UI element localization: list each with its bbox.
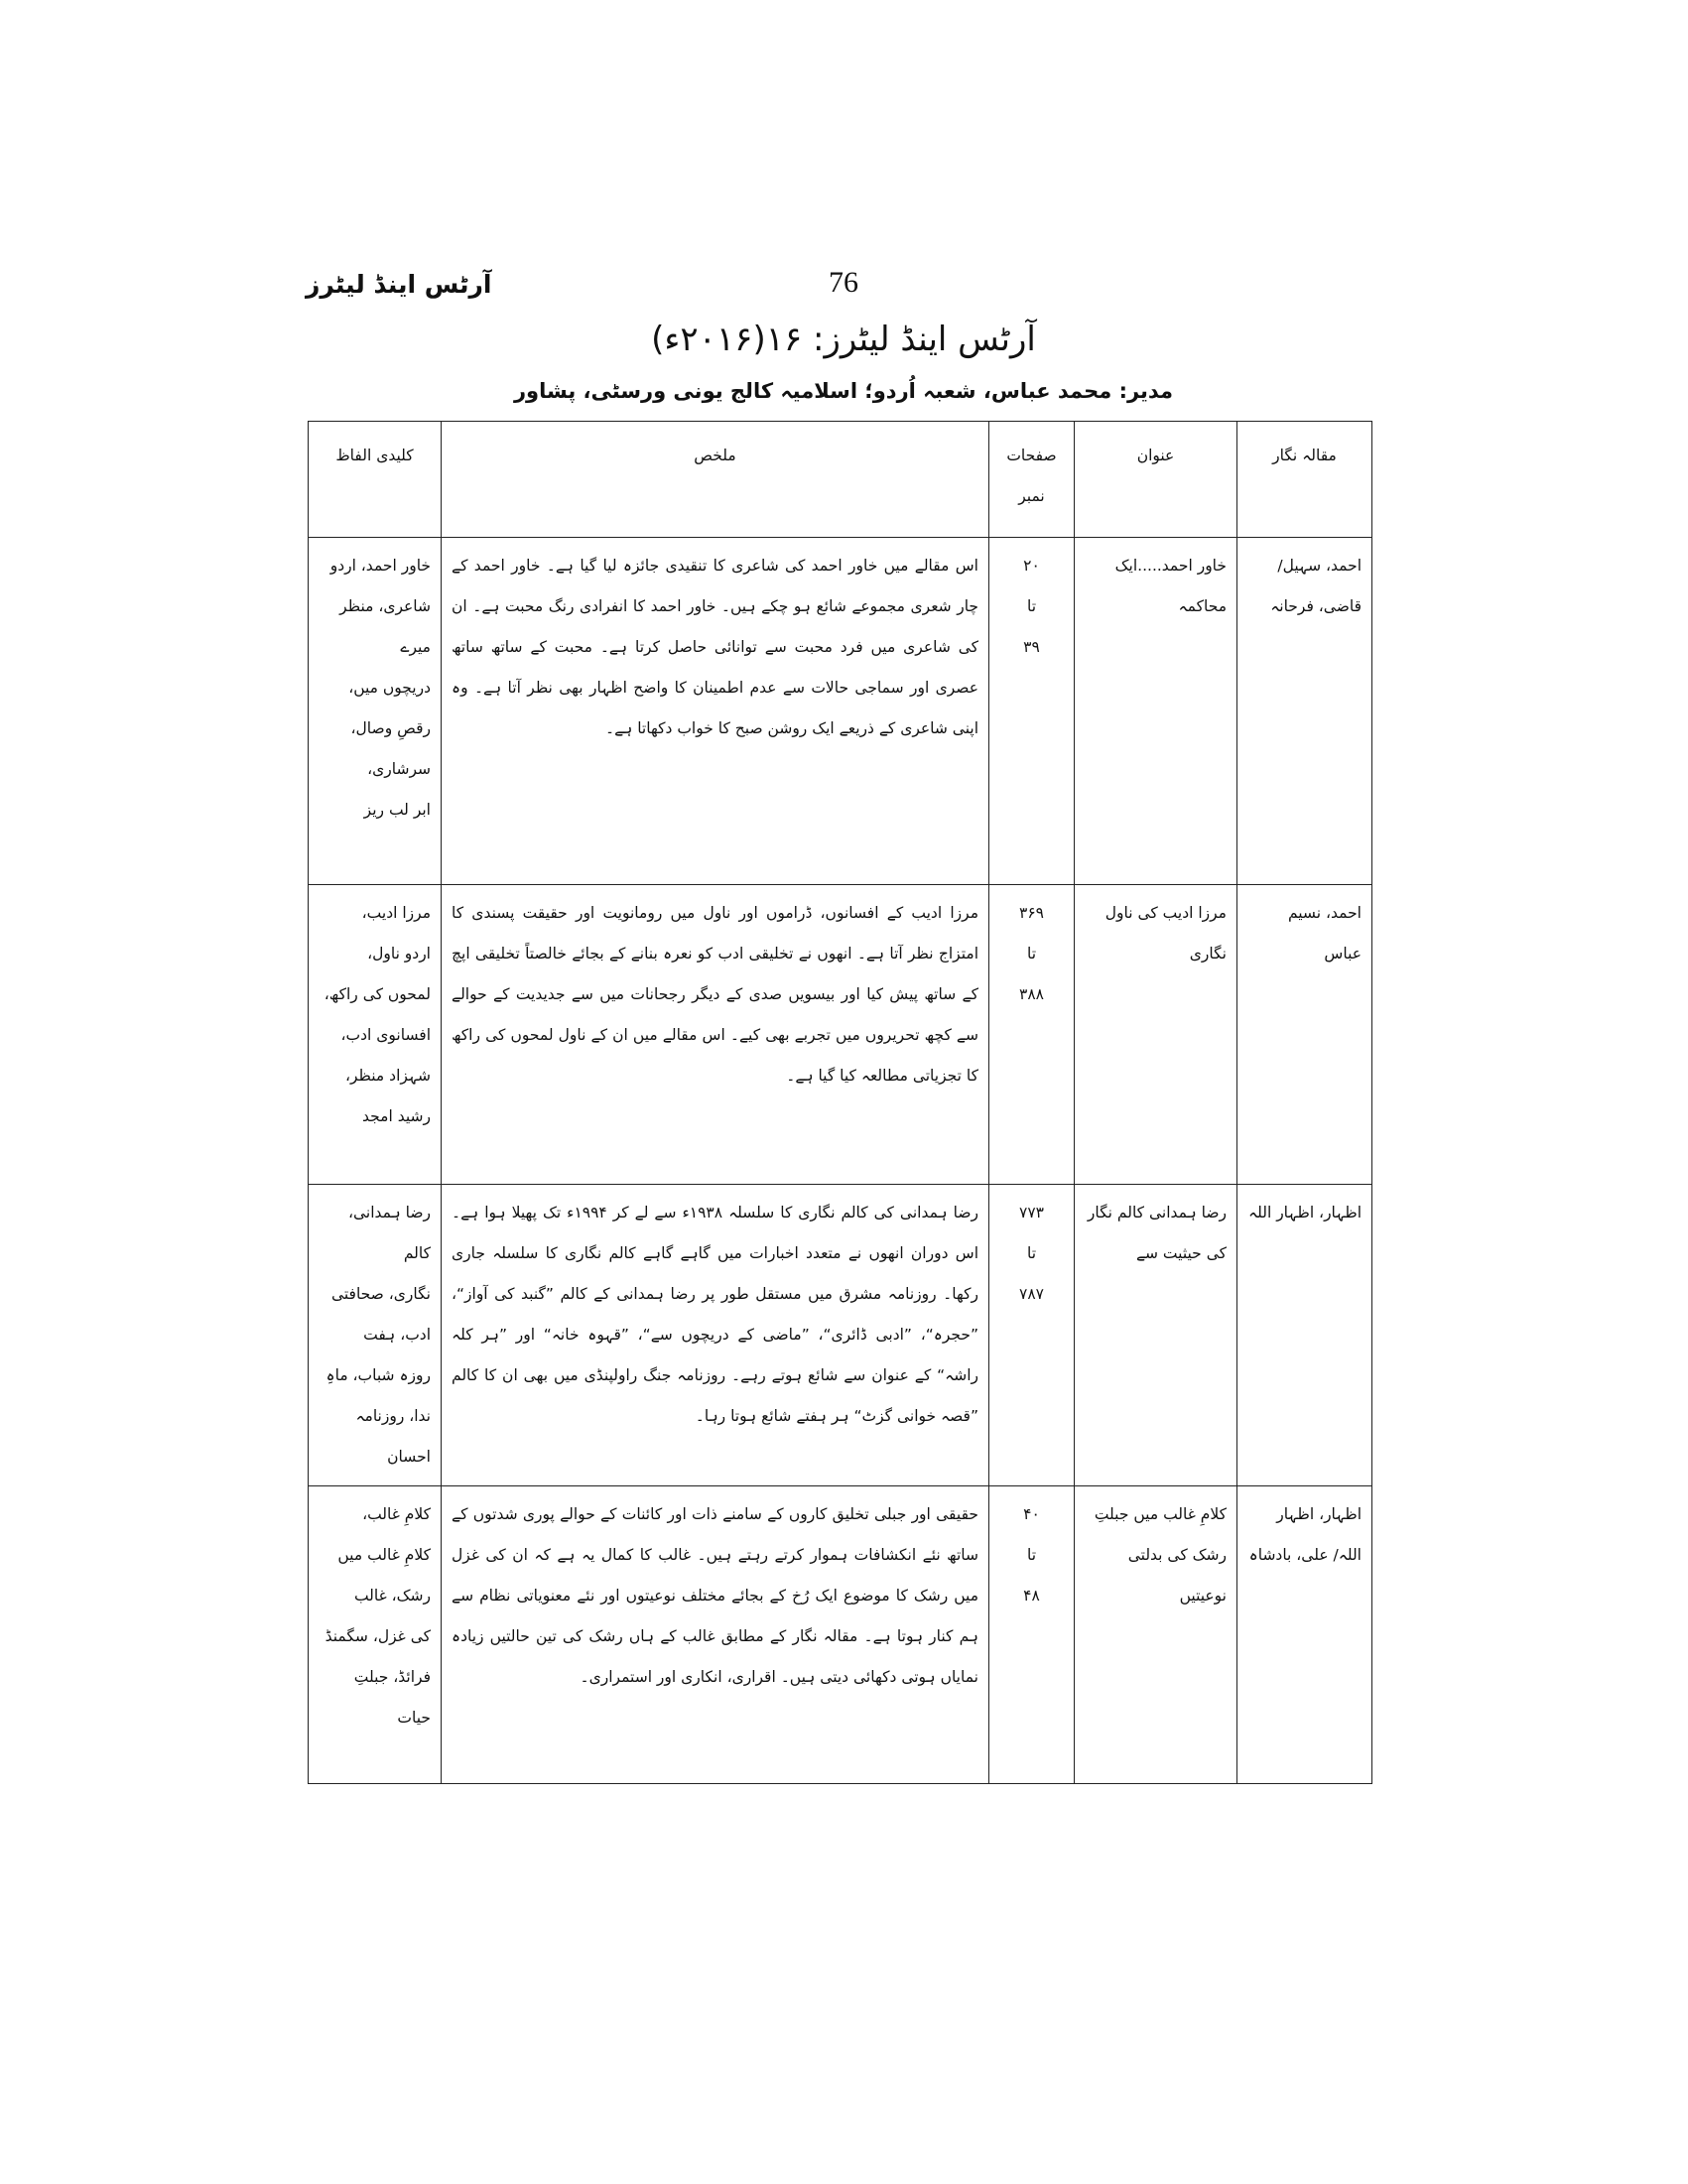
articles-table	[308, 421, 1372, 1784]
running-title: آرٹس اینڈ لیٹرز	[306, 270, 492, 299]
keyword: ادب، ہفت	[363, 1326, 431, 1344]
keyword: نگاری، صحافتی	[330, 1285, 431, 1303]
keyword: اردو ناول،	[367, 945, 431, 963]
keywords-cell	[309, 885, 442, 1185]
page-end: ۷۸۷	[1019, 1285, 1044, 1303]
table-row	[309, 1486, 1372, 1784]
author-cell: اظہار، اظہار اللہ	[1237, 1185, 1372, 1486]
page-start: ۷۷۳	[1019, 1204, 1044, 1221]
keyword: رقصِ وصال،	[350, 719, 431, 737]
keyword: شاعری، منظر	[339, 597, 431, 615]
author-cell: احمد، نسیم عباس	[1237, 885, 1372, 1185]
keyword: فرائڈ، جبلتِ	[353, 1668, 431, 1686]
author-cell: اظہار، اظہار اللہ/ علی، بادشاہ	[1237, 1486, 1372, 1784]
keyword: شہزاد منظر،	[344, 1067, 431, 1085]
keyword: مرزا ادیب،	[361, 904, 431, 922]
column-header-title: عنوان	[1075, 422, 1237, 538]
journal-title: آرٹس اینڈ لیٹرز: ۱۶(۲۰۱۶ء)	[651, 320, 1036, 359]
keyword: روزہ شباب، ماہِ	[325, 1366, 431, 1384]
keyword: افسانوی ادب،	[340, 1026, 431, 1044]
keyword: دریچوں میں،	[348, 679, 431, 697]
table-header-row	[309, 422, 1372, 538]
pages-cell	[989, 1185, 1075, 1486]
pages-cell	[989, 1486, 1075, 1784]
keyword: رضا ہمدانی، کالم	[347, 1204, 431, 1262]
keyword: کلامِ غالب،	[362, 1505, 431, 1523]
keyword: خاور احمد، اردو	[329, 557, 431, 575]
column-header-pages: صفحات نمبر	[989, 422, 1075, 538]
title-cell: مرزا ادیب کی ناول نگاری	[1075, 885, 1237, 1185]
keywords-cell	[309, 1486, 442, 1784]
page-range-separator: تا	[1026, 597, 1037, 615]
title-cell: رضا ہمدانی کالم نگار کی حیثیت سے	[1075, 1185, 1237, 1486]
keyword: کلامِ غالب میں	[337, 1546, 431, 1564]
title-cell: خاور احمد.....ایک محاکمہ	[1075, 538, 1237, 885]
abstract-cell: اس مقالے میں خاور احمد کی شاعری کا تنقیدی جائزہ لیا گیا ہے۔ خاور احمد کے چار شعری مجموعے شائع ہو چکے ہیں۔ خاور احمد کا انفرادی رنگ محبت ہے۔ ان کی شاعری میں فرد محبت سے توانائی حاصل کرتا ہے۔ محبت کے ساتھ ساتھ عصری اور سماجی حالات سے عدم اطمینان کا واضح اظہار بھی نظر آتا ہے۔ وہ اپنی شاعری کے ذریعے ایک روشن صبح کا خواب دکھاتا ہے۔	[442, 538, 989, 885]
page-range-separator: تا	[1026, 945, 1037, 963]
column-header-keywords: کلیدی الفاظ	[309, 422, 442, 538]
page-start: ۲۰	[1023, 557, 1040, 575]
page-range-separator: تا	[1026, 1546, 1037, 1564]
column-header-author: مقالہ نگار	[1237, 422, 1372, 538]
keyword: لمحوں کی راکھ،	[324, 985, 431, 1003]
keywords-cell	[309, 1185, 442, 1486]
page-start: ۳۶۹	[1019, 904, 1044, 922]
table-row	[309, 538, 1372, 885]
keyword: سرشاری،	[367, 760, 431, 778]
pages-cell	[989, 885, 1075, 1185]
abstract-cell: حقیقی اور جبلی تخلیق کاروں کے سامنے ذات اور کائنات کے حوالے پوری شدتوں کے ساتھ نئے انکشافات ہموار کرتے رہتے ہیں۔ غالب کا کمال یہ ہے کہ ان کی غزل میں رشک کا موضوع ایک رُخ کے بجائے مختلف نوعیتوں اور نئے معنویاتی نظام سے ہم کنار ہوتا ہے۔ مقالہ نگار کے مطابق غالب کے ہاں رشک کی تین حالتیں زیادہ نمایاں ہوتی دکھائی دیتی ہیں۔ اقراری، انکاری اور استمراری۔	[442, 1486, 989, 1784]
abstract-cell: رضا ہمدانی کی کالم نگاری کا سلسلہ ۱۹۳۸ء سے لے کر ۱۹۹۴ء تک پھیلا ہوا ہے۔ اس دوران انھوں نے متعدد اخبارات میں گاہے گاہے کالم نگاری کا سلسلہ جاری رکھا۔ روزنامہ مشرق میں مستقل طور پر رضا ہمدانی کے کالم ”گنبد کی آواز“، ”حجرہ“، ”ادبی ڈائری“، ”ماضی کے دریچوں سے“، ”قہوہ خانہ“ اور ”ہر کلہ راشہ“ کے عنوان سے شائع ہوتے رہے۔ روزنامہ جنگ راولپنڈی میں بھی ان کا کالم ”قصہ خوانی گزٹ“ ہر ہفتے شائع ہوتا رہا۔	[442, 1185, 989, 1486]
page-end: ۴۸	[1023, 1587, 1040, 1605]
table-row	[309, 1185, 1372, 1486]
keyword: ندا، روزنامہ	[355, 1407, 431, 1425]
title-cell: کلامِ غالب میں جبلتِ رشک کی بدلتی نوعیتیں	[1075, 1486, 1237, 1784]
keyword: کی غزل، سگمنڈ	[325, 1627, 431, 1645]
page-end: ۳۹	[1023, 638, 1040, 656]
table-row	[309, 885, 1372, 1185]
column-header-abstract: ملخص	[442, 422, 989, 538]
author-cell: احمد، سہیل/ قاضی، فرحانہ	[1237, 538, 1372, 885]
page-end: ۳۸۸	[1019, 985, 1044, 1003]
editor-line: مدیر: محمد عباس، شعبہ اُردو؛ اسلامیہ کالج یونی ورسٹی، پشاور	[513, 379, 1174, 403]
keyword: رشک، غالب	[353, 1587, 431, 1605]
keyword: حیات	[397, 1709, 431, 1727]
keyword: میرے	[400, 638, 431, 656]
page-number: 76	[829, 266, 858, 299]
keyword: رشید امجد	[362, 1107, 431, 1125]
keywords-cell	[309, 538, 442, 885]
keyword: احسان	[387, 1448, 431, 1466]
abstract-cell: مرزا ادیب کے افسانوں، ڈراموں اور ناول میں رومانویت اور حقیقت پسندی کا امتزاج نظر آتا ہے۔ انھوں نے تخلیقی ادب کو نعرہ بنانے کے بجائے خالصتاً تخلیقی اپچ کے ساتھ پیش کیا اور بیسویں صدی کے دیگر رجحانات میں سے جدیدیت کے حوالے سے کچھ تحریروں میں تجربے بھی کیے۔ اس مقالے میں ان کے ناول لمحوں کی راکھ کا تجزیاتی مطالعہ کیا گیا ہے۔	[442, 885, 989, 1185]
page-range-separator: تا	[1026, 1244, 1037, 1262]
keyword: ابر لب ریز	[363, 801, 431, 819]
pages-cell	[989, 538, 1075, 885]
page-start: ۴۰	[1023, 1505, 1040, 1523]
